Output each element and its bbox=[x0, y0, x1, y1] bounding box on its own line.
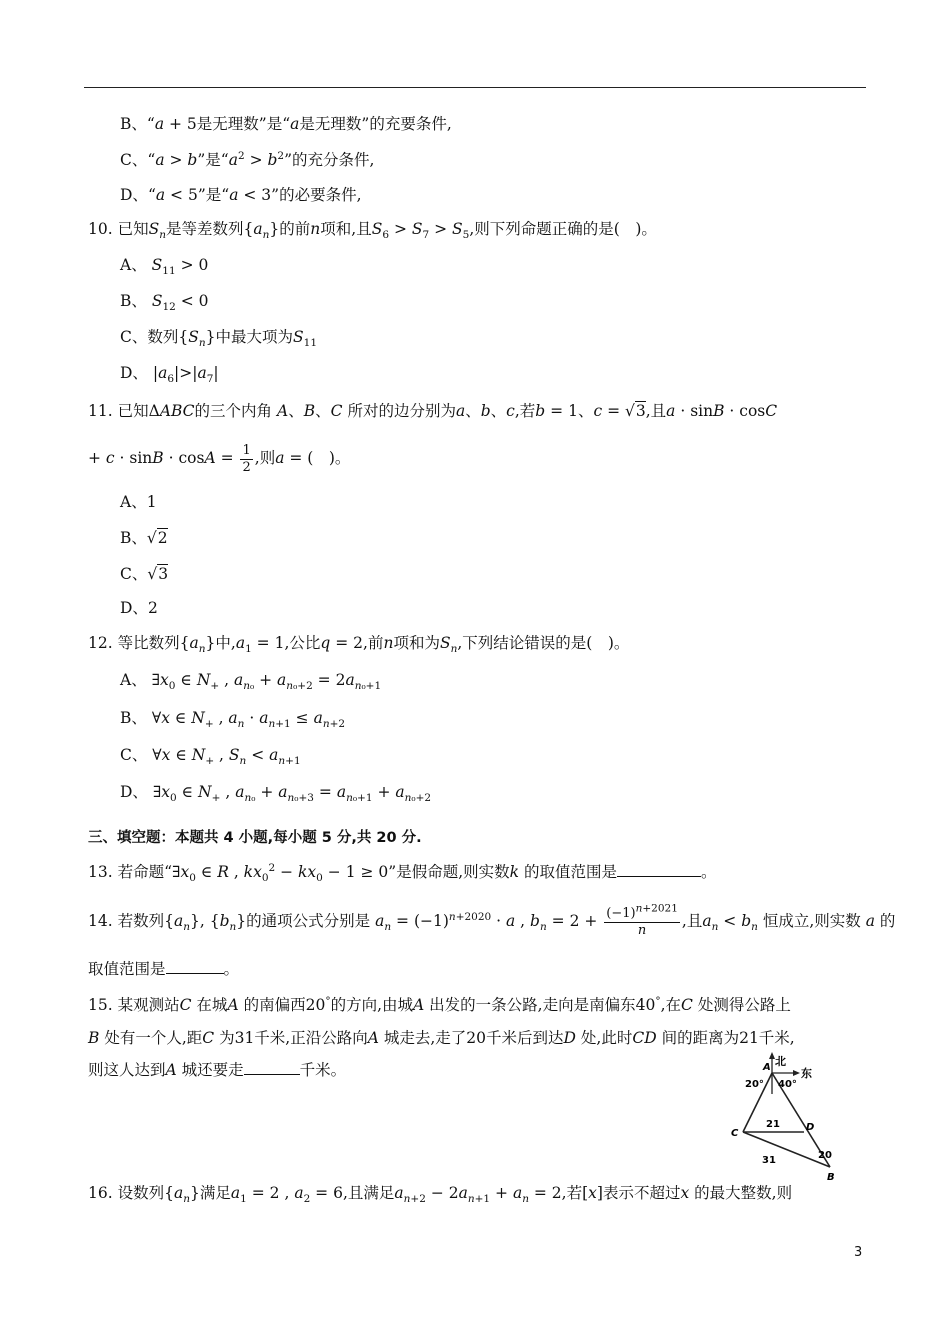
label-cd-length: 21 bbox=[766, 1119, 780, 1130]
q10-option-c: C、数列$\{S_n\}$中最大项为$S_{11}$ bbox=[120, 328, 318, 350]
q11-option-d: D、2 bbox=[120, 599, 158, 617]
fraction-bn: $\frac{(-1)^{n+2021}}{n}$ bbox=[606, 902, 678, 938]
q12-option-c: C、 ∀x ∈ $N_+$ , $S_n < a_{n+1}$ bbox=[120, 746, 301, 768]
east-label: 东 bbox=[801, 1067, 812, 1080]
q10-option-a: A、 $S_{11} > 0$ bbox=[120, 256, 209, 278]
point-c: C bbox=[731, 1128, 739, 1139]
east-arrow-icon bbox=[793, 1070, 800, 1076]
q11-option-a: A、1 bbox=[120, 493, 157, 511]
angle-west-label: 20° bbox=[745, 1079, 764, 1090]
point-d: D bbox=[806, 1122, 815, 1133]
q11-stem-line2: + c · sinB · cosA = $\frac{1}{2}$ ,则a = ( )。 bbox=[88, 442, 351, 475]
fraction-one-half: $\frac{1}{2}$ bbox=[242, 442, 251, 475]
page-number: 3 bbox=[854, 1245, 863, 1260]
answer-blank[interactable] bbox=[244, 1074, 300, 1075]
section-heading: 三、填空题：本题共 4 小题,每小题 5 分,共 20 分. bbox=[88, 830, 422, 846]
q9-option-d: D、“a < 5”是“a < 3”的必要条件, bbox=[120, 186, 362, 204]
q11-option-b: B、√2 bbox=[120, 529, 168, 547]
q12-option-d: D、 $\exists x_0$ ∈ $N_+$ , $a_{n_0} + a_{n_0+3} = a_{n_0+1} + a_{n_0+2}$ bbox=[120, 783, 432, 805]
q15-line3: 则这人达到A 城还要走 千米。 bbox=[88, 1061, 347, 1079]
q12-option-a: A、 $\exists x_0$ ∈ $N_+$ , $a_{n_0} + a_{n_0+2} = 2a_{n_0+1}$ bbox=[120, 671, 382, 693]
label-db-length: 20 bbox=[818, 1150, 832, 1161]
angle-east-label: 40° bbox=[778, 1079, 797, 1090]
header-rule bbox=[84, 87, 866, 88]
q14-stem: 14. 若数列$\{a_n\}$, $\{b_n\}$的通项公式分别是 $a_n = (-1)^{n+2020} \cdot a$ , $b_n = 2$ + $\frac{(-1)^{n+2021}}{n}$ ,且$a_n < b_n$ 恒成立,则实数 a 的 bbox=[88, 902, 896, 938]
triangle-figure bbox=[726, 1052, 836, 1186]
q10-option-b: B、 $S_{12} < 0$ bbox=[120, 292, 209, 314]
q12-stem: 12. 等比数列$\{a_n\}$中$,a_1 = 1$,公比q = 2,前n项和为$S_n$,下列结论错误的是( )。 bbox=[88, 634, 630, 656]
point-a: A bbox=[763, 1062, 771, 1073]
q16-stem: 16. 设数列$\{a_n\}$满足$a_1 = 2$ , $a_2 = 6$,且满足$a_{n+2} - 2a_{n+1} + a_n = 2$,若[x]表示不超过x 的最大整数,则 bbox=[88, 1184, 793, 1206]
q10-stem: 10. 已知$S_n$是等差数列$\{a_n\}$的前n项和,且$S_6 > S_7 > S_5$,则下列命题正确的是( )。 bbox=[88, 220, 657, 242]
q9-option-b: B、“a + 5是无理数”是“a是无理数”的充要条件, bbox=[120, 115, 452, 133]
segment-cb bbox=[743, 1132, 830, 1167]
answer-blank[interactable] bbox=[617, 876, 701, 877]
answer-blank[interactable] bbox=[166, 973, 224, 974]
q15-line1: 15. 某观测站C 在城A 的南偏西20°的方向,由城A 出发的一条公路,走向是南偏东40°,在C 处测得公路上 bbox=[88, 994, 791, 1014]
q14-line2: 取值范围是 。 bbox=[88, 960, 240, 978]
q10-option-d: D、 $|a_6|>|a_7|$ bbox=[120, 364, 219, 386]
q15-line2: B 处有一个人,距C 为31千米,正沿公路向A 城走去,走了20千米后到达D 处,此时CD 间的距离为21千米, bbox=[88, 1029, 795, 1047]
q12-option-b: B、 ∀x ∈ $N_+$ , $a_n \cdot a_{n+1} \le a_{n+2}$ bbox=[120, 709, 346, 731]
q11-stem-line1: 11. 已知ΔABC的三个内角 A、B、C 所对的边分别为a、b、c,若b = 1、c = √3,且a · sinB · cosC bbox=[88, 402, 778, 420]
label-cb-length: 31 bbox=[762, 1155, 776, 1166]
q13-stem: 13. 若命题“$\exists x_0$ ∈ R , $kx_0^2 - kx_0 - 1 \ge 0$”是假命题,则实数k 的取值范围是 。 bbox=[88, 861, 717, 885]
q11-option-c: C、√3 bbox=[120, 565, 169, 583]
q9-option-c: C、“a > b”是“$a^2 > b^2$”的充分条件, bbox=[120, 149, 375, 169]
north-label: 北 bbox=[775, 1055, 786, 1068]
point-b: B bbox=[827, 1172, 835, 1183]
